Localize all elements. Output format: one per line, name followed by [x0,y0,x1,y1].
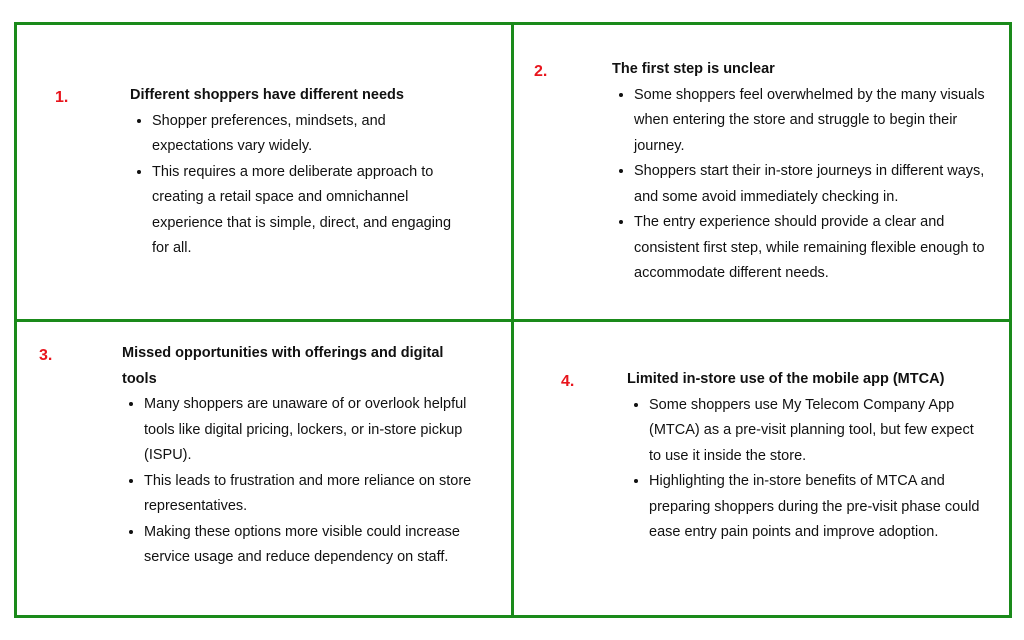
finding-card-3 [14,319,514,618]
finding-card-4 [511,319,1012,618]
finding-number: 3. [39,347,53,364]
finding-point: • Some shoppers feel overwhelmed by the many visuals when entering the store and struggle to begin their journey. [634,83,987,160]
finding-point: • Shopper preferences, mindsets, and expectations vary widely. [152,109,470,160]
finding-point: • This leads to frustration and more reliance on store representatives. [144,469,482,520]
finding-point: • This requires a more deliberate approach to creating a retail space and omnichannel experience that is simple, direct, and engaging for all. [152,160,470,262]
finding-heading: Missed opportunities with offerings and digital tools [122,345,444,387]
finding-point: • Shoppers start their in-store journeys in different ways, and some avoid immediately checking in. [634,159,987,210]
finding-card-1 [14,22,514,322]
finding-card-2 [511,22,1012,322]
finding-heading: Different shoppers have different needs [130,87,404,103]
finding-heading: The first step is unclear [612,61,775,77]
finding-points [130,109,470,262]
finding-heading: Limited in-store use of the mobile app (MTCA) [627,371,945,387]
finding-number: 1. [55,89,69,106]
finding-points [612,83,987,287]
finding-points [627,393,987,546]
finding-points [122,392,482,571]
finding-content [130,83,470,262]
finding-point: • Some shoppers use My Telecom Company App (MTCA) as a pre-visit planning tool, but few expect to use it inside the store. [649,393,987,470]
finding-point: • Many shoppers are unaware of or overlook helpful tools like digital pricing, lockers, or in-store pickup (ISPU). [144,392,482,469]
finding-point: • The entry experience should provide a clear and consistent first step, while remaining flexible enough to accommodate different needs. [634,210,987,287]
finding-content [627,367,987,546]
findings-grid [14,22,1012,618]
finding-number: 2. [534,63,548,80]
finding-number: 4. [561,373,575,390]
finding-point: • Making these options more visible could increase service usage and reduce dependency on staff. [144,520,482,571]
finding-content [612,57,987,287]
finding-content [122,341,482,571]
finding-point: • Highlighting the in-store benefits of MTCA and preparing shoppers during the pre-visit phase could ease entry pain points and improve adoption. [649,469,987,546]
